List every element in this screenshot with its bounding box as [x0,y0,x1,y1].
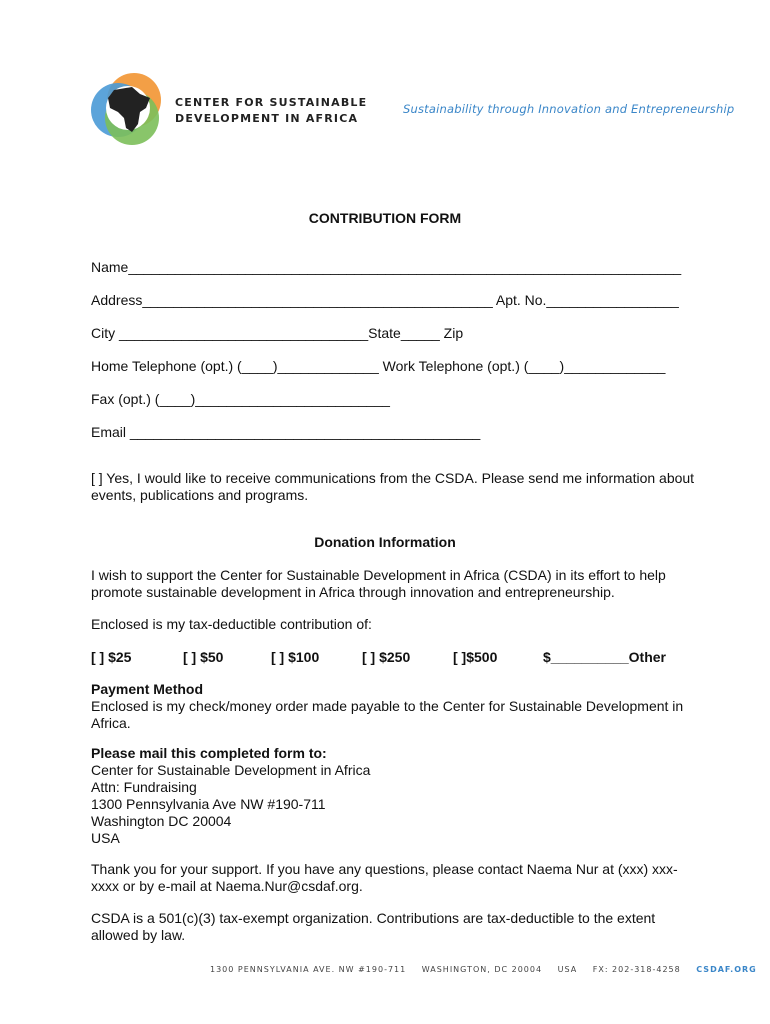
mail-title: Please mail this completed form to: [91,745,327,761]
footer-city: WASHINGTON, DC 20004 [421,965,543,974]
donation-intro-line1: I wish to support the Center for Sustainable Development in Africa (CSDA) in its effort to help [91,567,666,583]
org-name [175,95,367,127]
tax-exempt-note [91,910,691,944]
donation-intro-line2: promote sustainable development in Africa through innovation and entrepreneurship. [91,584,615,600]
amount-other-field[interactable]: $__________Other [543,649,666,665]
fax-field[interactable]: Fax (opt.) (____)_________________________ [91,391,390,407]
email-field[interactable]: Email _____________________________________________ [91,424,481,440]
thank-you-note [91,861,691,895]
optin-text-line1: [ ] Yes, I would like to receive communications from the CSDA. Please send me information about [91,470,695,486]
amount-25-checkbox[interactable]: [ ] $25 [91,649,132,665]
amount-500-checkbox[interactable]: [ ]$500 [453,649,498,665]
tax-exempt-line1: CSDA is a 501(c)(3) tax-exempt organization. Contributions are tax-deductible to the extent [91,910,656,926]
name-field[interactable]: Name_______________________________________________________________________ [91,259,682,275]
city-state-zip-field[interactable]: City ________________________________State_____ Zip [91,325,464,341]
payment-method-title: Payment Method [91,681,204,697]
footer-address: 1300 PENNSYLVANIA AVE. NW #190-711 [210,965,407,974]
telephone-fields[interactable]: Home Telephone (opt.) (____)_____________ Work Telephone (opt.) (____)_____________ [91,358,666,374]
mail-line: Center for Sustainable Development in Africa [91,762,371,778]
footer-website-link[interactable]: CSDAF.ORG [696,965,757,974]
footer-fax: FX: 202-318-4258 [592,965,681,974]
mail-line: Attn: Fundraising [91,779,197,795]
donation-section-title: Donation Information [314,534,456,550]
tagline: Sustainability through Innovation and Entrepreneurship [403,102,735,116]
address-field[interactable]: Address_____________________________________________ Apt. No._________________ [91,292,679,308]
thank-you-line1: Thank you for your support. If you have any questions, please contact Naema Nur at (xxx) xxx- [91,861,678,877]
mail-line: USA [91,830,120,846]
mail-line: 1300 Pennsylvania Ave NW #190-711 [91,796,326,812]
donation-amount-options [0,649,770,669]
amount-100-checkbox[interactable]: [ ] $100 [271,649,320,665]
org-name-line2: DEVELOPMENT IN AFRICA [175,112,359,125]
mail-line: Washington DC 20004 [91,813,232,829]
communications-optin-checkbox[interactable] [91,470,695,504]
thank-you-line2: xxxx or by e-mail at Naema.Nur@csdaf.org. [91,878,363,894]
enclosed-contribution-label: Enclosed is my tax-deductible contribution of: [91,616,372,632]
payment-method-line2: Africa. [91,715,131,731]
payment-method-section [91,681,691,732]
footer-country: USA [557,965,578,974]
amount-250-checkbox[interactable]: [ ] $250 [362,649,411,665]
form-title: CONTRIBUTION FORM [308,210,462,226]
mailing-address-section [91,745,691,847]
csda-logo-africa-icon [88,68,168,148]
org-name-line1: CENTER FOR SUSTAINABLE [175,96,368,109]
tax-exempt-line2: allowed by law. [91,927,186,943]
donation-intro [91,567,691,601]
payment-method-line1: Enclosed is my check/money order made payable to the Center for Sustainable Development in [91,698,684,714]
optin-text-line2: events, publications and programs. [91,487,309,503]
amount-50-checkbox[interactable]: [ ] $50 [183,649,224,665]
footer [210,965,769,974]
